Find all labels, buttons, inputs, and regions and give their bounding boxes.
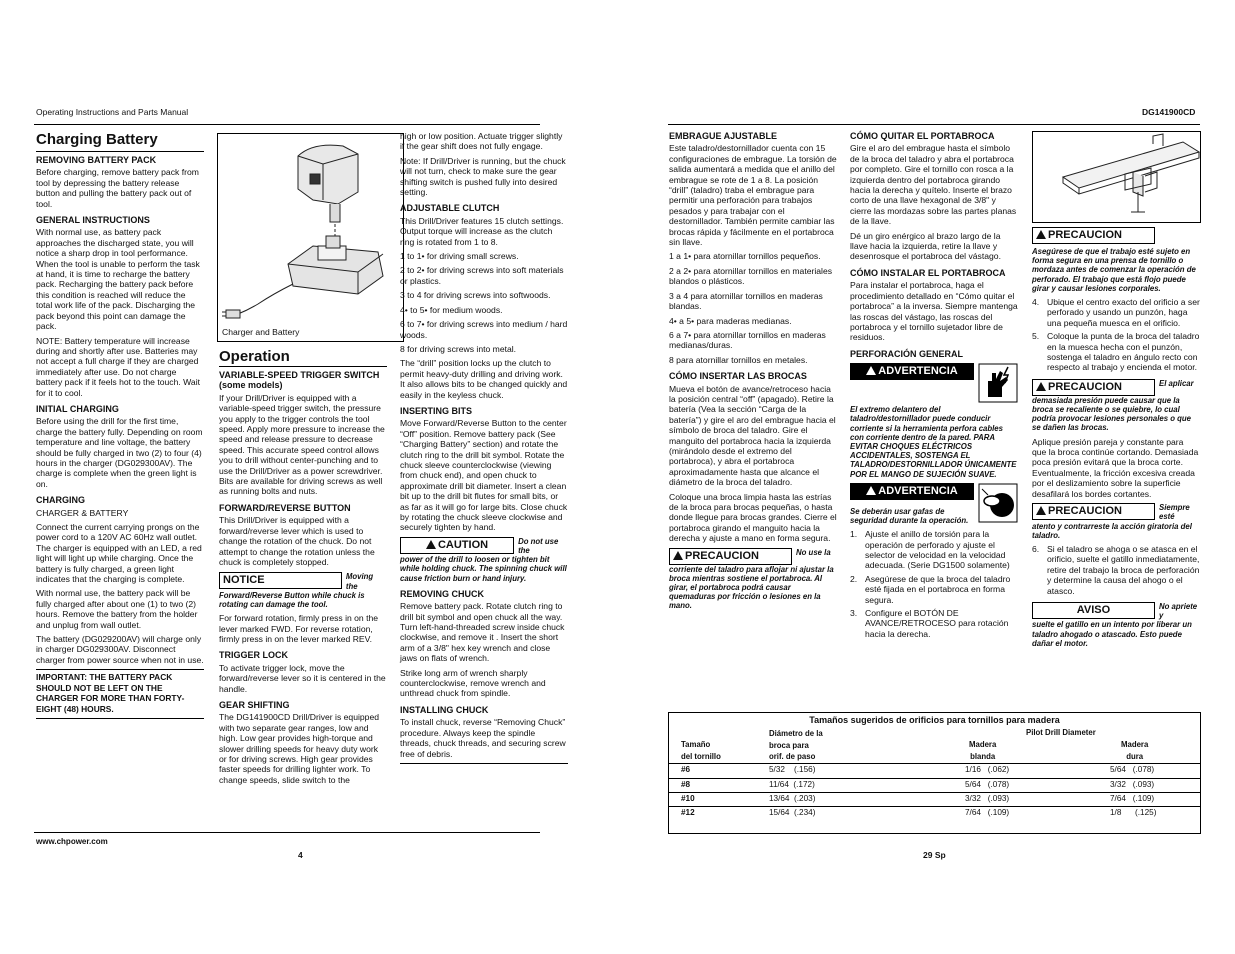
heading-perforacion-general: PERFORACIÓN GENERAL <box>850 348 964 359</box>
paragraph: Strike long arm of wrench sharply counterclockwise, remove wrench and unthread chuck from spindle. <box>400 667 546 699</box>
clutch-item: 2 to 2• for driving screws into soft materials or plastics. <box>400 265 564 286</box>
advertencia-2-text: Se deberán usar gafas de seguridad durante la operación. <box>850 506 969 525</box>
cell-size: #6 <box>681 765 691 774</box>
step-text: Si el taladro se ahoga o se atasca en el orificio, suelte el gatillo inmediatamente, retire del trabajo la broca de perforación y determine la causa del ahogo o el atasco. <box>1047 543 1200 596</box>
footer-rule-left <box>34 832 540 833</box>
charger-battery-illustration <box>218 134 403 324</box>
precaucion-side-text: No use la <box>796 547 831 557</box>
header-size: Tamaño del tornillo <box>681 740 721 761</box>
step-2 <box>850 574 1018 605</box>
paragraph: Before charging, remove battery pack from tool by depressing the battery release button and pulling the battery pack out of tool. <box>36 167 199 209</box>
electric-shock-hand-icon <box>978 363 1018 403</box>
precaucion-block-2 <box>1032 379 1200 396</box>
safety-goggles-icon <box>978 483 1018 523</box>
precaucion-label-box <box>669 548 792 565</box>
cell-hard: 1/8 (.125) <box>1110 808 1157 817</box>
step-text: Coloque la punta de la broca del taladro en la muesca hecha con el punzón, sostenga el taladro en ángulo recto con respecto al trabajo y encienda el motor. <box>1047 331 1200 373</box>
heading-trigger-lock: TRIGGER LOCK <box>219 650 288 661</box>
paragraph: Para instalar el portabroca, haga el procedimiento detallado en “Cómo quitar el portabroca” a la inversa. Siempre mantenga las roscas del vástago, las roscas del portabroca y el tornillo sujetador libre de residuos. <box>850 280 1018 343</box>
figure-caption: Charger and Battery <box>222 327 300 337</box>
step-number: 1. <box>850 529 858 540</box>
precaucion-label: PRECAUCION <box>1048 505 1122 518</box>
paragraph: NOTE: Battery temperature will increase during and shortly after use. Batteries may not accept a full charge if they are charged immediately after use. Do not charge battery pack if it feels hot to the touch. Wait for it to cool. <box>36 335 200 398</box>
cell-size: #10 <box>681 794 695 803</box>
aviso-block <box>1032 602 1200 620</box>
advertencia-label: ADVERTENCIA <box>878 484 958 497</box>
caution-label: CAUTION <box>437 538 489 551</box>
precaucion-label: PRECAUCION <box>685 549 759 562</box>
title-underline <box>36 151 204 152</box>
advertencia-block-1 <box>850 363 1018 403</box>
header-right: DG141900CD <box>1142 107 1196 117</box>
paragraph: To install chuck, reverse “Removing Chuck” procedure. Always keep the spindle threads, chuck threads, and securing screw free of debris. <box>400 717 566 759</box>
step-number: 5. <box>1032 331 1040 342</box>
advertencia-1-text: El extremo delantero del taladro/destornillador puede conducir corriente si la herramienta perfora cables con corriente dentro de la pared. PARA EVITAR CHOQUES ELÉCTRICOS ACCIDENTALES, SOSTENGA EL TALADRO/DESTORNILLADOR ÚNICAMENTE POR EL MANGO DE SUJECIÓN SUAVE. <box>850 405 1017 479</box>
header-pilot: Pilot Drill Diameter <box>1026 728 1096 737</box>
aviso-side-text: No apriete y <box>1159 601 1198 621</box>
cell-size: #12 <box>681 808 695 817</box>
step-5 <box>1032 331 1200 373</box>
paragraph: Note: If Drill/Driver is running, but the chuck will not turn, check to make sure the gear shifting switch is pushed fully into desired setting. <box>400 155 566 198</box>
clutch-item: 8 for driving screws into metal. <box>400 343 517 354</box>
heading-instalar-portabroca: CÓMO INSTALAR EL PORTABROCA <box>850 267 1006 278</box>
column-embrague <box>669 131 837 615</box>
caution-block <box>400 537 568 555</box>
cell-hard: 5/64 (.078) <box>1110 765 1155 774</box>
embrague-item: 1 a 1• para atornillar tornillos pequeños. <box>669 251 821 262</box>
divider <box>36 669 204 670</box>
cell-shank: 11/64 (.172) <box>769 780 815 789</box>
page-number-right: 29 Sp <box>923 850 946 860</box>
paragraph: Dé un giro enérgico al brazo largo de la llave hacia la izquierda, retire la llave y desenrosque el portabroca del vástago. <box>850 230 1001 262</box>
column-precaucion <box>1032 227 1200 652</box>
caution-label-box <box>400 537 514 554</box>
divider <box>400 763 568 764</box>
workpiece-clamp-figure <box>1032 131 1201 223</box>
heading-removing-chuck: REMOVING CHUCK <box>400 588 485 599</box>
step-text: Ubique el centro exacto del orificio a ser perforado y usando un punzón, haga una pequeña muesca en el orificio. <box>1047 297 1200 328</box>
heading-charging: CHARGING <box>36 495 85 506</box>
paragraph: Connect the current carrying prongs on the power cord to a 120V AC 60Hz wall outlet. The charger is equipped with an LED, a red light will light up while charging. Once the battery is fully charged, a green light indicates that the charging is complete. <box>36 522 202 585</box>
column-clutch-bits-chuck <box>400 131 568 764</box>
heading-initial-charging: INITIAL CHARGING <box>36 403 119 414</box>
paragraph: For forward rotation, firmly press in on the lever marked FWD. For reverse rotation, firmly press in on the lever marked REV. <box>219 613 379 644</box>
paragraph: To activate trigger lock, move the forward/reverse lever so it is centered in the handle. <box>219 662 386 694</box>
clutch-item: 1 to 1• for driving small screws. <box>400 251 519 262</box>
clutch-item: 4• to 5• for medium woods. <box>400 304 503 315</box>
title-underline <box>219 366 387 367</box>
paragraph: The DG141900CD Drill/Driver is equipped with two separate gear ranges, low and high. Low gear provides high-torque and slower drilling speeds for heavy duty work or for driving screws. High gear provides faster speeds for drilling lighter work. To change speeds, slide switch to the <box>219 712 380 785</box>
advertencia-label-box <box>850 363 974 380</box>
heading-inserting-bits: INSERTING BITS <box>400 405 473 416</box>
caution-side-text: Do not use the <box>518 536 559 556</box>
step-number: 3. <box>850 608 858 618</box>
embrague-item: 6 a 7• para atornillar tornillos en maderas medianas/duras. <box>669 329 826 351</box>
clamped-board-illustration <box>1033 132 1200 222</box>
table-title: Tamaños sugeridos de orificios para tornillos para madera <box>809 715 1060 725</box>
cell-shank: 13/64 (.203) <box>769 794 816 803</box>
step-number: 6. <box>1032 543 1040 554</box>
table-rule <box>669 778 1200 779</box>
heading-forward-reverse: FORWARD/REVERSE BUTTON <box>219 502 351 513</box>
heading-general-instructions: GENERAL INSTRUCTIONS <box>36 215 150 226</box>
header-left: Operating Instructions and Parts Manual <box>36 107 189 117</box>
paragraph: Remove battery pack. Rotate clutch ring to drill bit symbol and open chuck all the way. Turn left-hand-threaded screw inside chuck clockwise, and remove it . Insert the short arm of a 3/8" hex key wrench and close jaws on flats of wrench. <box>400 601 565 664</box>
precaucion-block-3 <box>1032 503 1200 521</box>
precaucion-3-text: atento y contrarreste la acción giratoria del taladro. <box>1032 521 1192 540</box>
caution-text: power of the drill to loosen or tighten bit while holding chuck. The spinning chuck will cause friction burn or hand injury. <box>400 555 567 583</box>
step-1 <box>850 529 1018 571</box>
page-number-left: 4 <box>298 850 303 860</box>
header-shank: Diámetro de la broca para orif. de paso <box>769 729 823 761</box>
step-text: Ajuste el anillo de torsión para la operación de perforado y ajuste el selector de velocidad en la velocidad adecuada. (Serie DG1500 solamente) <box>865 529 1010 571</box>
step-4 <box>1032 297 1200 328</box>
step-3 <box>850 608 1018 639</box>
embrague-item: 2 a 2• para atornillar tornillos en materiales blandos o plásticos. <box>669 265 833 287</box>
heading-gear-shifting: GEAR SHIFTING <box>219 699 290 710</box>
embrague-item: 3 a 4 para atornillar tornillos en maderas blandas. <box>669 290 823 312</box>
paragraph: The “drill” position locks up the clutch to permit heavy-duty drilling and driving work. It also allows bits to be changed quickly and easily in the keyless chuck. <box>400 358 568 400</box>
precaucion-label-box <box>1032 227 1155 244</box>
cell-shank: 15/64 (.234) <box>769 808 816 817</box>
precaucion-2-side-text: El aplicar <box>1159 378 1194 388</box>
warning-triangle-icon <box>866 366 876 375</box>
step-number: 2. <box>850 573 858 584</box>
footer-url: www.chpower.com <box>36 837 108 846</box>
precaucion-2-text: demasiada presión puede causar que la broca se recaliente o se quiebre, lo cual podría provocar lesiones personales o que se dañen las brocas. <box>1032 395 1192 433</box>
paragraph: The battery (DG029200AV) will charge only in charger DG029300AV. Disconnect charger from power source when not in use. <box>36 634 204 665</box>
table-rule <box>669 806 1200 807</box>
embrague-item: 4• a 5• para maderas medianas. <box>669 315 792 326</box>
paragraph: If your Drill/Driver is equipped with a variable-speed trigger switch, the pressure you apply to the trigger controls the tool speed. Apply more pressure to increase the speed and release pressure to decrease speed. This accurate speed control allows you to drill without center-punching and to use the Drill/Driver as a power screwdriver. Bits are available for driving screws as well as running bolts and nuts. <box>219 392 385 497</box>
cell-hard: 3/32 (.093) <box>1110 780 1155 789</box>
step-text: Configure el BOTÓN DE AVANCE/RETROCESO para rotación hacia la derecha. <box>865 608 1009 639</box>
paragraph: With normal use, the battery pack will be fully charged after about one (1) to two (2) hours. Remove the battery from the holder and unplug from wall outlet. <box>36 588 198 630</box>
paragraph: high or low position. Actuate trigger slightly if the gear shift does not fully engage. <box>400 131 563 152</box>
paragraph: Coloque una broca limpia hasta las estrías de la broca para brocas pequeñas, o hasta donde llegue para brocas grandes. Cierre el portabroca girando el manguito hacia la derecha y ajuste a mano en forma segura. <box>669 491 837 544</box>
clutch-item: 3 to 4 for driving screws into softwoods. <box>400 290 551 301</box>
embrague-item: 8 para atornillar tornillos en metales. <box>669 354 808 365</box>
precaucion-label-box <box>1032 503 1155 520</box>
precaucion-3-side-text: Siempre esté <box>1159 503 1190 522</box>
column-portabroca <box>850 131 1018 639</box>
header-hard: Madera dura <box>1121 740 1149 761</box>
step-6 <box>1032 544 1200 596</box>
cell-soft: 1/16 (.062) <box>965 765 1010 774</box>
aviso-label: AVISO <box>1032 602 1155 619</box>
heading-variable-speed-trigger: VARIABLE-SPEED TRIGGER SWITCH (some models) <box>219 370 380 391</box>
notice-block <box>219 572 387 590</box>
charger-battery-figure <box>217 133 404 342</box>
warning-triangle-icon <box>866 486 876 495</box>
precaucion-label-box <box>1032 379 1155 396</box>
step-text: Asegúrese de que la broca del taladro esté fijada en el portabroca en forma segura. <box>865 573 1011 605</box>
precaucion-text: corriente del taladro para aflojar ni ajustar la broca mientras sostiene el portabroca. Al girar, el portabroca podrá causar quemaduras por fricción o lesiones en la mano. <box>669 564 834 611</box>
cell-soft: 3/32 (.093) <box>965 794 1010 803</box>
table-row <box>669 765 1200 778</box>
warning-triangle-icon <box>1036 506 1046 515</box>
heading-adjustable-clutch: ADJUSTABLE CLUTCH <box>400 203 500 214</box>
step-number: 4. <box>1032 297 1040 308</box>
advertencia-label-box <box>850 483 974 500</box>
paragraph: This Drill/Driver features 15 clutch settings. Output torque will increase as the clutch ring is rotated from 1 to 8. <box>400 215 564 247</box>
precaucion-label: PRECAUCION <box>1048 229 1122 241</box>
heading-insertar-brocas: CÓMO INSERTAR LAS BROCAS <box>669 371 807 382</box>
heading-embrague-ajustable: EMBRAGUE AJUSTABLE <box>669 131 778 141</box>
heading-quitar-portabroca: CÓMO QUITAR EL PORTABROCA <box>850 131 995 141</box>
precaucion-label: PRECAUCION <box>1048 380 1122 393</box>
section-title-charging-battery: Charging Battery <box>36 131 158 148</box>
heading-removing-battery-pack: REMOVING BATTERY PACK <box>36 155 157 165</box>
heading-installing-chuck: INSTALLING CHUCK <box>400 704 489 715</box>
paragraph: With normal use, as battery pack approaches the discharged state, you will notice a sharp drop in tool performance. When the tool is unable to perform the task at hand, it is time to recharge the battery pack. Recharging the battery pack before this condition is reached will reduce the total work life of the pack. Discharging the pack beyond this point can damage the pack. <box>36 227 200 332</box>
notice-side-text: Moving the <box>345 572 374 591</box>
notice-label: NOTICE <box>219 572 342 589</box>
table-row <box>669 808 1200 821</box>
advertencia-label: ADVERTENCIA <box>878 365 958 378</box>
clutch-item: 6 to 7• for driving screws into medium / hard woods. <box>400 319 568 340</box>
warning-triangle-icon <box>1036 230 1046 239</box>
aviso-text: suelte el gatillo en un intento por liberar un taladro ahogado o atascado. Esto puede dañar el motor. <box>1032 620 1192 648</box>
subheading-charger-battery: CHARGER & BATTERY <box>36 507 129 518</box>
warning-triangle-icon <box>673 551 683 560</box>
warning-triangle-icon <box>426 540 436 549</box>
column-operation <box>219 348 387 789</box>
paragraph: This Drill/Driver is equipped with a forward/reverse lever which is used to change the rotation of the chuck. Do not attempt to change the rotation unless the chuck is completely stopped. <box>219 515 375 567</box>
precaucion-1-text: Asegúrese de que el trabajo esté sujeto en forma segura en una prensa de tornillo o mordaza antes de comenzar la operación de perforado. El trabajo que está flojo puede girar y causar lesiones corporales. <box>1032 247 1196 293</box>
section-title-operation: Operation <box>219 348 290 365</box>
paragraph: Mueva el botón de avance/retroceso hacia la posición central “off” (apagado). Retire la batería (Vea la sección “Carga de la batería”) y gire el aro del embrague hacia el símbolo de broca del taladro. Gire el manguito del portabroca hacia la izquierda (mirándolo desde el extremo del portabroca), y abra el portabroca aproximadamente hasta que alcance el diámetro de la broca del taladro. <box>669 383 836 488</box>
table-rule <box>669 792 1200 793</box>
divider <box>36 718 204 719</box>
cell-size: #8 <box>681 780 691 789</box>
paragraph: Gire el aro del embrague hasta el símbolo de la broca del taladro y abra el portabroca por completo. Gire el tornillo con rosca a la izquierda dentro del portabroca girando hacia la derecha y quítelo. Inserte el brazo corto de una llave hexagonal de 3/8" y cierre las mordazas sobre las partes planas de la llave. <box>850 143 1017 227</box>
cell-soft: 5/64 (.078) <box>965 780 1010 789</box>
header-soft: Madera blanda <box>969 740 997 761</box>
precaucion-block <box>669 548 837 565</box>
cell-soft: 7/64 (.109) <box>965 808 1010 817</box>
table-rule <box>669 763 1200 764</box>
column-charging-battery <box>36 131 204 719</box>
header-rule-left <box>34 124 540 125</box>
paragraph: Aplique presión pareja y constante para que la broca continúe cortando. Demasiada poca presión evitará que la broca corte. Eventualmente, la fricción excesiva creada por el deslizamiento sobre la superficie desafilará los bordes cortantes. <box>1032 436 1199 499</box>
paragraph: Move Forward/Reverse Button to the center “Off” position. Remove battery pack (See “Charging Battery” section) and rotate the clutch ring to the drill bit symbol. Rotate the chuck sleeve counterclockwise (viewing from chuck end), and open chuck to approximate drill bit diameter. Insert a clean bit up to the drill bit flutes for small bits, or as far as it will go for large bits. Close chuck by rotating the chuck sleeve clockwise and securely tighten by hand. <box>400 418 568 533</box>
paragraph: Este taladro/destornillador cuenta con 15 configuraciones de embrague. La torsión de salida aumentará a medida que el anillo del embrague se rote de 1 a 8. La posición “drill” (taladro) traba el embrague para permitir una perforación para trabajos pesados y para trabajar con el destornillador. También permite cambiar las brocas rápida y fácilmente en el portabroca sin llave. <box>669 143 837 248</box>
paragraph: Before using the drill for the first time, charge the battery fully. Depending on room temperature and line voltage, the battery should be fully charged in two (2) to four (4) hours in the charger (DG029300AV). The charge is complete when the green light is on. <box>36 416 203 489</box>
cell-shank: 5/32 (.156) <box>769 765 816 774</box>
warning-triangle-icon <box>1036 382 1046 391</box>
important-note: IMPORTANT: THE BATTERY PACK SHOULD NOT BE LEFT ON THE CHARGER FOR MORE THAN FORTY-EIGHT (48) HOURS. <box>36 672 185 714</box>
notice-text: Forward/Reverse Button while chuck is rotating can damage the tool. <box>219 590 365 609</box>
screw-hole-size-table <box>668 712 1201 834</box>
header-rule-right <box>668 124 1200 125</box>
cell-hard: 7/64 (.109) <box>1110 794 1155 803</box>
